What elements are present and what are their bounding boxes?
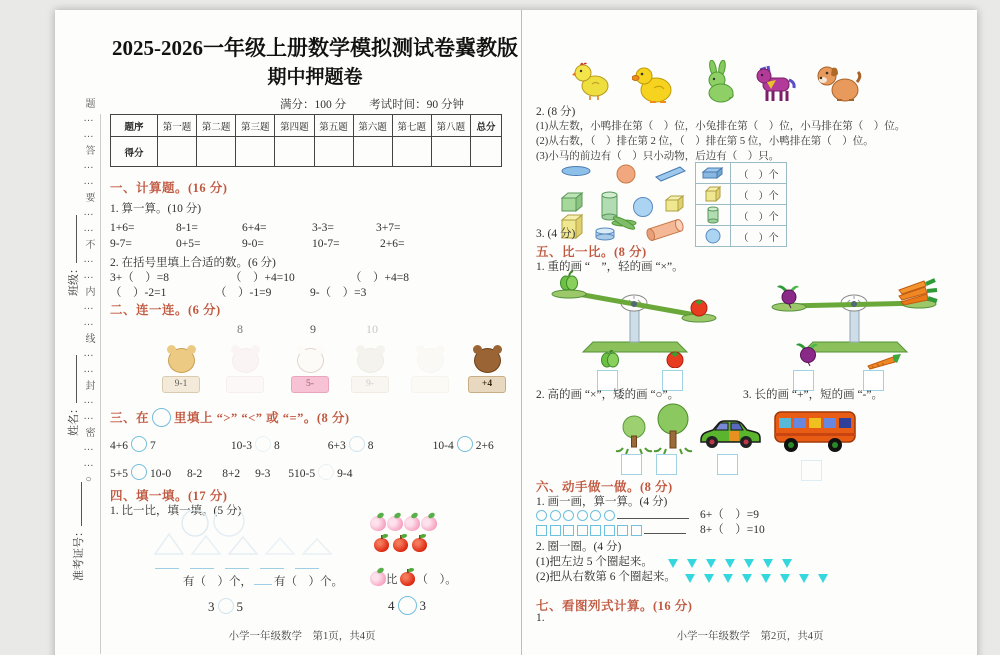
peach-icon xyxy=(370,571,386,586)
q1-label: 1. 算一算。(10 分) xyxy=(110,203,202,215)
compare-token: 10-0 xyxy=(150,468,172,480)
circle-expression: 6+（ ）=9 xyxy=(700,509,759,521)
seal-divider-line xyxy=(100,114,101,654)
compare-group xyxy=(110,436,228,452)
animal-icon xyxy=(232,348,259,373)
arith-item: 0+5= xyxy=(176,238,201,250)
fill-item: （ ）-1=9 xyxy=(215,287,272,299)
fill-text: 有（ ）个， xyxy=(183,576,252,588)
drawn-circle xyxy=(577,510,588,521)
count-cell: （ ）个 xyxy=(731,163,787,184)
drawn-square xyxy=(536,525,547,536)
arith-item: 3+7= xyxy=(376,222,401,234)
answer-circle xyxy=(457,436,473,452)
page2-footer: 小学一年级数学 第2页，共4页 xyxy=(676,631,824,642)
pepper-icon xyxy=(600,350,620,368)
count-underlines xyxy=(155,556,319,574)
compare-group xyxy=(231,436,325,452)
drawn-circle xyxy=(536,510,547,521)
compare-token: 9-3 xyxy=(255,468,271,480)
heading-text: 里填上 “>” “<” 或 “=”。(8 分) xyxy=(174,411,350,425)
number: 5 xyxy=(236,599,243,614)
score-empty-cell xyxy=(314,137,353,167)
triangle-row-2 xyxy=(685,570,837,588)
score-header-cell: 第三题 xyxy=(236,115,275,137)
circle-them-label: 2. 圈一圈。(4 分) xyxy=(536,541,622,553)
compare-left: 4+6 xyxy=(110,440,128,452)
arith-item: 1+6= xyxy=(110,222,135,234)
horse-icon xyxy=(753,64,799,106)
compare-fruit-sentence xyxy=(369,571,457,587)
connect-number-8: 8 xyxy=(237,322,243,336)
card-expression: 9-1 xyxy=(162,376,200,393)
apple-icon xyxy=(400,572,415,586)
page-title: 2025-2026一年级上册数学模拟测试卷冀教版 xyxy=(112,36,518,60)
score-header-cell: 第五题 xyxy=(314,115,353,137)
arith-item: 10-7= xyxy=(312,238,340,250)
compare-word: 比 xyxy=(386,574,398,586)
fill-item: （ ）-2=1 xyxy=(110,287,167,299)
score-empty-cell xyxy=(392,137,431,167)
triangle-icon xyxy=(723,574,733,583)
carrot-icon xyxy=(867,354,903,370)
blank-line xyxy=(155,558,179,569)
arith-item: 9-0= xyxy=(242,238,264,250)
name-field xyxy=(65,316,81,436)
compare-right: 2+6 xyxy=(475,440,494,452)
page-subtitle: 期中押题卷 xyxy=(267,67,363,88)
fill-number-row-2 xyxy=(110,284,410,300)
answer-circle xyxy=(349,436,365,452)
drawn-circle xyxy=(604,510,615,521)
triangle-icon xyxy=(668,559,678,568)
large-tree-icon xyxy=(654,404,692,454)
triangle-icon xyxy=(706,559,716,568)
compare-token: 510-5 xyxy=(288,468,316,480)
compare-right: 7 xyxy=(150,440,156,452)
peach-icon xyxy=(387,516,403,531)
triangle-icon xyxy=(725,559,735,568)
arith-item: 3-3= xyxy=(312,222,334,234)
answer-circle xyxy=(318,464,334,480)
apple-icon xyxy=(412,538,427,552)
score-header-cell: 第二题 xyxy=(197,115,236,137)
triangle-icon xyxy=(685,574,695,583)
answer-circle xyxy=(398,596,417,615)
drawn-square xyxy=(617,525,628,536)
arith-row-1 xyxy=(110,222,436,234)
class-field xyxy=(65,176,81,296)
sphere-icon xyxy=(705,228,721,244)
section6-heading: 六、动手做一做。(8 分) xyxy=(536,480,673,494)
q2-label: 2. 在括号里填上合适的数。(6 分) xyxy=(110,257,276,269)
animal-icon xyxy=(357,348,384,373)
answer-box xyxy=(656,454,677,475)
number: 3 xyxy=(419,598,426,613)
balance-scale-left xyxy=(545,270,725,362)
drawn-circle xyxy=(590,510,601,521)
peach-icon xyxy=(404,516,420,531)
triangle-icon xyxy=(687,559,697,568)
score-header-cell: 题序 xyxy=(111,115,158,137)
number-compare-2 xyxy=(388,596,426,615)
compare-right: 8 xyxy=(367,440,374,452)
section7-heading: 七、看图列式计算。(16 分) xyxy=(536,599,693,613)
q3-label: 3. (4 分) xyxy=(536,228,576,240)
answer-box xyxy=(801,460,822,481)
trees-icon xyxy=(615,402,697,460)
peach-icon xyxy=(370,516,386,531)
connect-card-faded-2 xyxy=(350,348,390,402)
compare-group xyxy=(328,436,430,452)
answer-circle xyxy=(131,464,147,480)
drawn-circle xyxy=(550,510,561,521)
connect-card-bear xyxy=(467,348,507,402)
class-label: 班级： xyxy=(68,263,80,296)
weight-question: 1. 重的画 “ ”，轻的画 “×”。 xyxy=(536,261,684,273)
card-expression: 5- xyxy=(291,376,329,393)
q2-line-3: (3)小马的前边有（ ）只小动物，后边有（ ）只。 xyxy=(536,151,780,162)
triangle-icon xyxy=(799,574,809,583)
score-empty-cell xyxy=(471,137,502,167)
blank-line xyxy=(225,558,249,569)
score-header-cell: 第一题 xyxy=(158,115,197,137)
chick-card-icon xyxy=(297,348,324,373)
triangle-icon xyxy=(818,574,828,583)
cube-icon xyxy=(704,186,722,202)
length-question: 3. 长的画 “+”，短的画 “-”。 xyxy=(743,389,883,401)
peach-icon xyxy=(421,516,437,531)
compare-token: 9-4 xyxy=(337,468,353,480)
count-cell: （ ）个 xyxy=(731,184,787,205)
score-empty-cell xyxy=(275,137,314,167)
connect-card-cow xyxy=(161,348,201,402)
connect-card-faded-1 xyxy=(225,348,265,402)
duck-icon xyxy=(632,64,676,106)
example-circle xyxy=(152,408,171,427)
count-cell: （ ）个 xyxy=(731,226,787,247)
class-blank xyxy=(66,215,77,263)
paper-spread xyxy=(55,10,977,655)
name-label: 姓名： xyxy=(68,403,80,436)
fill-text: 有（ ）个。 xyxy=(274,576,343,588)
q2-label: 2. (8 分) xyxy=(536,106,576,118)
compare-token: 8+2 xyxy=(222,468,241,480)
dog-icon xyxy=(815,62,863,104)
answer-circle xyxy=(131,436,147,452)
bus-icon xyxy=(773,408,857,454)
answer-circle xyxy=(218,598,234,614)
score-empty-cell xyxy=(236,137,275,167)
heading-text: 三、在 xyxy=(110,411,150,425)
compare-token: 8-2 xyxy=(186,468,203,480)
drawn-circle xyxy=(563,510,574,521)
compare-left: 10-4 xyxy=(432,440,454,452)
compare-row-2 xyxy=(110,464,352,480)
cow-icon xyxy=(168,348,195,373)
connect-card-chick xyxy=(290,348,330,402)
fill-item: （ ）+4=8 xyxy=(350,272,409,284)
cuboid-icon xyxy=(701,167,725,180)
section2-heading: 二、连一连。(6 分) xyxy=(110,303,221,317)
score-header-cell: 总分 xyxy=(471,115,502,137)
score-table xyxy=(110,114,502,167)
height-question: 2. 高的画 “×”，矮的画 “○”。 xyxy=(536,389,680,401)
triangle-icon xyxy=(704,574,714,583)
exam-no-field xyxy=(70,431,86,581)
apple-icon xyxy=(374,538,389,552)
seal-line-text: 题……答……要……不……内……线……封……密……○ xyxy=(83,98,94,490)
peach-row xyxy=(369,516,459,536)
beet-icon xyxy=(795,340,821,366)
cylinder-icon xyxy=(706,206,720,224)
triangle-icon xyxy=(782,559,792,568)
circle-item-1: (1)把左边 5 个圈起来。 xyxy=(536,556,653,568)
score-header-cell: 第八题 xyxy=(431,115,470,137)
exam-no-blank xyxy=(71,482,82,526)
chicken-icon xyxy=(572,60,612,102)
blank-line xyxy=(617,508,689,519)
arith-item: 8-1= xyxy=(176,222,198,234)
drawn-square xyxy=(563,525,574,536)
page-divider xyxy=(521,10,522,655)
score-header-cell: 第四题 xyxy=(275,115,314,137)
item-1-label: 1. xyxy=(536,612,545,624)
score-header-cell: 第六题 xyxy=(353,115,392,137)
drawn-square xyxy=(550,525,561,536)
drawn-square xyxy=(604,525,615,536)
compare-end: （ ）。 xyxy=(416,574,457,586)
balance-scale-right xyxy=(765,270,945,362)
draw-count-label: 1. 画一画，算一算。(4 分) xyxy=(536,496,668,508)
card-expression xyxy=(411,376,449,393)
fill-item: 9-（ ）=3 xyxy=(310,287,367,299)
section3-heading xyxy=(110,408,350,427)
name-blank xyxy=(66,355,77,403)
blank-line xyxy=(260,558,284,569)
drawn-square xyxy=(590,525,601,536)
compare-group xyxy=(433,436,494,452)
drawn-square xyxy=(631,525,642,536)
arith-item: 6+4= xyxy=(242,222,267,234)
exam-meta: 满分：100 分 考试时间：90 分钟 xyxy=(280,99,464,111)
count-cell: （ ）个 xyxy=(731,205,787,226)
connect-number-9: 9 xyxy=(310,322,316,336)
bear-icon xyxy=(474,348,501,373)
connect-card-faded-3 xyxy=(410,348,450,402)
triangle-icon xyxy=(780,574,790,583)
blank-line xyxy=(295,558,319,569)
fill-item: 3+（ ）=8 xyxy=(110,272,169,284)
score-empty-cell xyxy=(431,137,470,167)
blank-line xyxy=(644,523,686,534)
blank-line xyxy=(254,574,272,585)
triangle-icon xyxy=(763,559,773,568)
q2-line-1: (1)从左数，小鸭排在第（ ）位，小兔排在第（ ）位，小马排在第（ ）位。 xyxy=(536,121,906,132)
score-empty-cell xyxy=(197,137,236,167)
animal-icon xyxy=(417,348,444,373)
number: 4 xyxy=(388,598,395,613)
apple-icon xyxy=(393,538,408,552)
square-expression: 8+（ ）=10 xyxy=(700,524,765,536)
pepper-icon xyxy=(561,271,578,290)
compare-left: 10-3 xyxy=(230,440,252,452)
connect-number-10: 10 xyxy=(366,322,378,336)
fill-item: （ ）+4=10 xyxy=(230,272,295,284)
shape-count-table xyxy=(695,162,787,247)
card-expression: +4 xyxy=(468,376,506,393)
tomato-icon xyxy=(665,350,685,368)
compare-token: 5+5 xyxy=(110,468,128,480)
section5-heading: 五、比一比。(8 分) xyxy=(536,245,647,259)
section1-heading: 一、计算题。(16 分) xyxy=(110,181,228,195)
score-empty-cell xyxy=(353,137,392,167)
rabbit-icon xyxy=(699,60,739,104)
arith-item: 9-7= xyxy=(110,238,132,250)
arith-row-2 xyxy=(110,238,440,250)
faded-sketch xyxy=(147,510,357,560)
apple-row xyxy=(372,538,452,557)
score-empty-cell xyxy=(158,137,197,167)
page1-footer: 小学一年级数学 第1页，共4页 xyxy=(228,631,376,642)
small-tree-icon xyxy=(616,416,652,454)
card-expression: 9- xyxy=(351,376,389,393)
arith-item: 2+6= xyxy=(380,238,405,250)
score-header-cell: 第七题 xyxy=(392,115,431,137)
number-compare-1 xyxy=(208,598,243,615)
fill-number-row-1 xyxy=(110,269,460,285)
compare-row-1 xyxy=(110,436,494,452)
card-expression xyxy=(226,376,264,393)
compare-left: 6+3 xyxy=(327,440,346,452)
q1-compare-label: 1. 比一比，填一填。(5 分) xyxy=(110,505,242,517)
tomato-icon xyxy=(691,300,707,316)
q2-line-2: (2)从右数，（ ）排在第 2 位，（ ）排在第 5 位，小鸭排在第（ ）位。 xyxy=(536,136,874,147)
count-fill-sentence xyxy=(183,573,343,589)
triangle-icon xyxy=(742,574,752,583)
exam-no-label: 准考证号： xyxy=(73,526,85,581)
answer-box xyxy=(717,454,738,475)
answer-box xyxy=(621,454,642,475)
triangle-icon xyxy=(744,559,754,568)
answer-circle xyxy=(255,436,271,452)
score-row-label: 得分 xyxy=(111,137,158,167)
section4-heading: 四、填一填。(17 分) xyxy=(110,489,228,503)
compare-right: 8 xyxy=(273,440,280,452)
blank-line xyxy=(190,558,214,569)
triangle-icon xyxy=(761,574,771,583)
circle-item-2: (2)把从右数第 6 个圈起来。 xyxy=(536,571,676,583)
car-icon xyxy=(698,414,762,450)
drawn-square xyxy=(577,525,588,536)
number: 3 xyxy=(208,599,215,614)
